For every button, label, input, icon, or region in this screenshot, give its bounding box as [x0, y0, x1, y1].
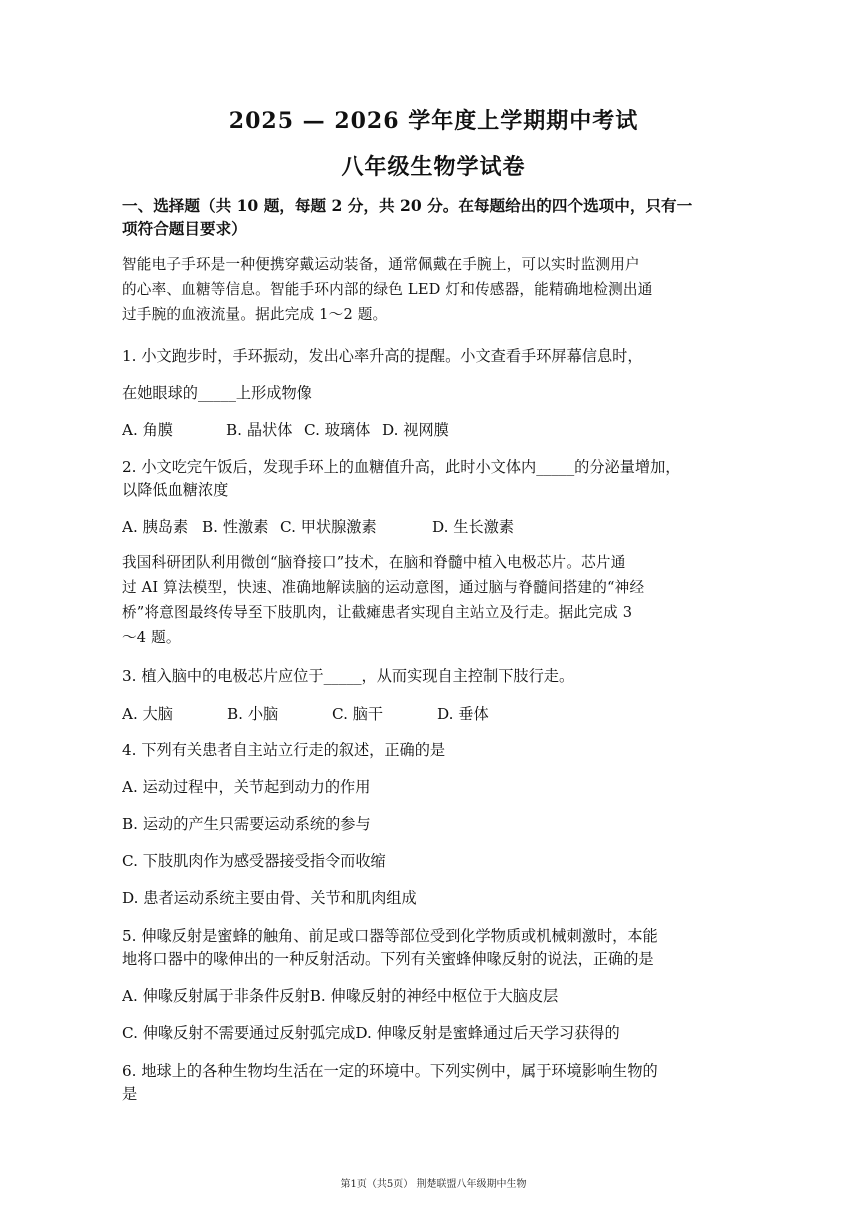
material2-line2: 过 AI 算法模型，快速、准确地解读脑的运动意图，通过脑与脊髓间搭建的“神经 — [122, 579, 645, 596]
q1-option-b[interactable]: B. 晶状体 — [226, 421, 293, 439]
q1-options — [122, 420, 747, 440]
material2-line3: 桥”将意图最终传导至下肢肌肉，让截瘫患者实现自主站立及行走。据此完成 3 — [122, 604, 633, 621]
q2-option-c[interactable]: C. 甲状腺激素 — [280, 518, 377, 536]
q4-option-b[interactable]: B. 运动的产生只需要运动系统的参与 — [122, 815, 371, 833]
section-heading-line1: 一、选择题（共 10 题，每题 2 分，共 20 分。在每题给出的四个选项中，只有一 — [122, 196, 693, 215]
q3-options — [122, 704, 747, 724]
q5-options-row1 — [122, 986, 747, 1006]
q5-stem-line1: 5. 伸喙反射是蜜蜂的触角、前足或口器等部位受到化学物质或机械刺激时，本能 — [122, 927, 658, 945]
q4-option-d[interactable]: D. 患者运动系统主要由骨、关节和肌肉组成 — [122, 889, 417, 907]
q2-option-d[interactable]: D. 生长激素 — [432, 518, 515, 536]
q4-option-a[interactable]: A. 运动过程中，关节起到动力的作用 — [122, 778, 371, 796]
q5-option-a[interactable]: A. 伸喙反射属于非条件反射 — [122, 987, 310, 1005]
q5-stem-line2: 地将口器中的喙伸出的一种反射活动。下列有关蜜蜂伸喙反射的说法，正确的是 — [122, 950, 654, 968]
material1-line1: 智能电子手环是一种便携穿戴运动装备，通常佩戴在手腕上，可以实时监测用户 — [122, 256, 640, 273]
q3-stem: 3. 植入脑中的电极芯片应位于_____，从而实现自主控制下肢行走。 — [122, 667, 575, 685]
q5-option-d[interactable]: D. 伸喙反射是蜜蜂通过后天学习获得的 — [355, 1024, 620, 1042]
material2-line1: 我国科研团队利用微创“脑脊接口”技术，在脑和脊髓中植入电极芯片。芯片通 — [122, 554, 626, 571]
q2-options — [122, 517, 747, 537]
q1-stem-line1: 1. 小文跑步时，手环振动，发出心率升高的提醒。小文查看手环屏幕信息时， — [122, 347, 643, 365]
q3-option-d[interactable]: D. 垂体 — [437, 705, 489, 723]
q1-option-d[interactable]: D. 视网膜 — [382, 421, 449, 439]
material1-line3: 过手腕的血液流量。据此完成 1～2 题。 — [122, 306, 388, 323]
q4-stem: 4. 下列有关患者自主站立行走的叙述，正确的是 — [122, 741, 446, 759]
q4-option-c[interactable]: C. 下肢肌肉作为感受器接受指令而收缩 — [122, 852, 386, 870]
q3-option-a[interactable]: A. 大脑 — [122, 705, 173, 723]
material1-line2: 的心率、血糖等信息。智能手环内部的绿色 LED 灯和传感器，能精确地检测出通 — [122, 281, 653, 298]
q1-option-a[interactable]: A. 角膜 — [122, 421, 173, 439]
q6-stem-line2: 是 — [122, 1085, 138, 1103]
section-heading-line2: 项符合题目要求） — [122, 219, 247, 238]
q3-option-c[interactable]: C. 脑干 — [332, 705, 384, 723]
q6-stem-line1: 6. 地球上的各种生物均生活在一定的环境中。下列实例中，属于环境影响生物的 — [122, 1062, 658, 1080]
q5-option-b[interactable]: B. 伸喙反射的神经中枢位于大脑皮层 — [309, 987, 559, 1005]
material2-line4: ～4 题。 — [122, 629, 181, 646]
q1-option-c[interactable]: C. 玻璃体 — [304, 421, 371, 439]
page-footer: 第1页（共5页） 荆楚联盟八年级期中生物 — [340, 1179, 527, 1190]
q2-stem-line2: 以降低血糖浓度 — [122, 481, 229, 499]
exam-title: 2025 — 2026 学年度上学期期中考试 — [228, 108, 639, 134]
q5-option-c[interactable]: C. 伸喙反射不需要通过反射弧完成 — [122, 1024, 356, 1042]
q5-options-row2 — [122, 1023, 747, 1043]
q2-stem-line1: 2. 小文吃完午饭后，发现手环上的血糖值升高，此时小文体内_____的分泌量增加， — [122, 458, 681, 476]
q2-option-b[interactable]: B. 性激素 — [202, 518, 269, 536]
q3-option-b[interactable]: B. 小脑 — [227, 705, 279, 723]
q1-stem-line2: 在她眼球的_____上形成物像 — [122, 384, 312, 402]
q2-option-a[interactable]: A. 胰岛素 — [122, 518, 189, 536]
exam-subtitle: 八年级生物学试卷 — [341, 154, 526, 180]
